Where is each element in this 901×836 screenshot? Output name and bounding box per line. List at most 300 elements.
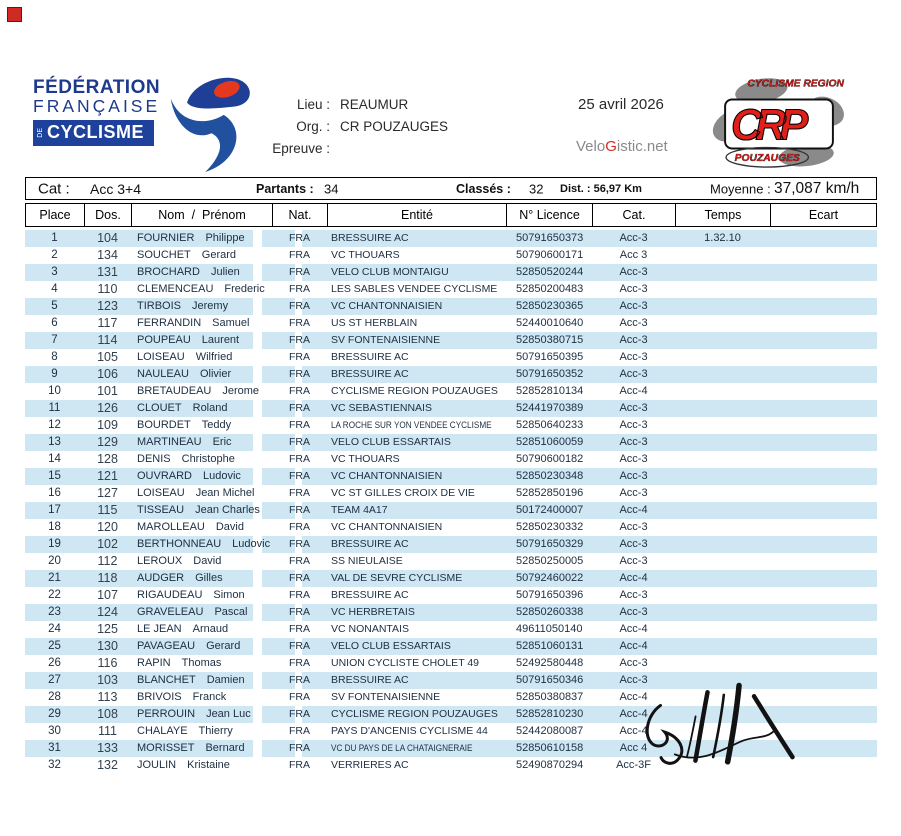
cell-licence: 50791650346: [516, 674, 584, 686]
watermark-part3: istic.net: [616, 138, 668, 155]
cell-place: 16: [48, 487, 61, 499]
cell-dossard: 116: [97, 656, 118, 670]
cell-time: [675, 298, 770, 315]
table-row: [25, 383, 877, 400]
cell-licence: 52850260338: [516, 606, 584, 618]
table-row: [25, 315, 877, 332]
cell-place: 4: [51, 283, 58, 295]
cell-nationality: FRA: [289, 572, 310, 584]
cell-licence: 52490870294: [516, 759, 584, 771]
cell-gap: [770, 638, 877, 655]
cell-place: 11: [48, 402, 61, 414]
cell-licence: 52850230332: [516, 521, 584, 533]
cell-name: LE JEAN Arnaud: [137, 623, 229, 635]
table-row: [25, 264, 877, 281]
ffc-logo-de: DE: [37, 127, 44, 138]
column-header: Entité: [327, 203, 506, 227]
cell-place: 2: [51, 249, 58, 261]
cell-category: Acc-4: [619, 640, 648, 652]
cell-dossard: 110: [97, 282, 118, 296]
cell-gap: [770, 298, 877, 315]
cell-place: 30: [48, 725, 61, 737]
cell-nationality: FRA: [289, 402, 310, 414]
cell-licence: 50791650396: [516, 589, 584, 601]
cell-place: 18: [48, 521, 61, 533]
table-row: [25, 298, 877, 315]
cell-place: 15: [48, 470, 61, 482]
cell-name: AUDGER Gilles: [137, 572, 223, 584]
cell-time: [675, 434, 770, 451]
cell-club: CYCLISME REGION POUZAUGES: [331, 385, 498, 397]
cell-gap: [770, 502, 877, 519]
cell-gap: [770, 315, 877, 332]
cell-category: Acc-3: [619, 470, 648, 482]
cell-place: 13: [48, 436, 61, 448]
lieu-row: [262, 94, 448, 116]
cell-name: JOULIN Kristaine: [137, 759, 230, 771]
cell-club: VELO CLUB MONTAIGU: [331, 266, 449, 278]
cell-place: 9: [51, 368, 58, 380]
cell-place: 8: [51, 351, 58, 363]
table-row: [25, 230, 877, 247]
cell-category: Acc-3: [619, 521, 648, 533]
cell-licence: 50791650395: [516, 351, 584, 363]
cell-licence: 50172400007: [516, 504, 584, 516]
table-row: [25, 519, 877, 536]
cell-category: Acc-3: [619, 300, 648, 312]
table-row: [25, 434, 877, 451]
cell-club: VELO CLUB ESSARTAIS: [331, 436, 451, 448]
cell-time: [675, 383, 770, 400]
cell-club: VC DU PAYS DE LA CHATAIGNERAIE: [331, 743, 473, 754]
cell-licence: 50791650329: [516, 538, 584, 550]
cell-dossard: 126: [97, 401, 118, 415]
lieu-label: Lieu :: [296, 97, 330, 112]
cell-category: Acc-3: [619, 436, 648, 448]
crp-logo: [710, 74, 848, 172]
cell-place: 1: [51, 232, 58, 244]
cell-club: VC SEBASTIENNAIS: [331, 402, 432, 414]
cell-category: Acc-3: [619, 674, 648, 686]
cell-category: Acc-4: [619, 725, 648, 737]
cell-nationality: FRA: [289, 334, 310, 346]
cell-nationality: FRA: [289, 453, 310, 465]
signature: [629, 676, 819, 787]
cell-category: Acc-3: [619, 368, 648, 380]
cell-licence: 50791650373: [516, 232, 584, 244]
cell-name: FOURNIER Philippe: [137, 232, 245, 244]
cell-club: VAL DE SEVRE CYCLISME: [331, 572, 463, 584]
cell-club: VC HERBRETAIS: [331, 606, 415, 618]
cell-licence: 52852810134: [516, 385, 584, 397]
cell-gap: [770, 587, 877, 604]
cell-club: LA ROCHE SUR YON VENDEE CYCLISME: [331, 420, 492, 431]
table-row: [25, 604, 877, 621]
cell-time: [675, 366, 770, 383]
column-header: Temps: [675, 203, 770, 227]
cell-name: TISSEAU Jean Charles: [137, 504, 260, 516]
cell-name: TIRBOIS Jeremy: [137, 300, 229, 312]
cell-dossard: 132: [97, 758, 118, 772]
cell-club: SV FONTENAISIENNE: [331, 334, 441, 346]
cell-gap: [770, 281, 877, 298]
cell-name: LEROUX David: [137, 555, 222, 567]
cell-category: Acc-3F: [616, 759, 651, 771]
table-row: [25, 451, 877, 468]
classes-label: Classés :: [456, 181, 511, 196]
cell-nationality: FRA: [289, 283, 310, 295]
cell-licence: 50791650352: [516, 368, 584, 380]
cell-name: LOISEAU Jean Michel: [137, 487, 255, 499]
cell-place: 10: [48, 385, 61, 397]
column-header: Nom / Prénom: [131, 203, 272, 227]
table-row: [25, 655, 877, 672]
summary-bar: [25, 177, 877, 200]
cell-licence: 52850640233: [516, 419, 584, 431]
cell-dossard: 111: [97, 724, 117, 738]
cell-time: [675, 502, 770, 519]
cell-licence: 52850380715: [516, 334, 584, 346]
cell-time: [675, 621, 770, 638]
ffc-logo-banner: [33, 120, 154, 146]
cell-place: 28: [48, 691, 61, 703]
cell-gap: [770, 417, 877, 434]
cell-club: VC CHANTONNAISIEN: [331, 300, 443, 312]
epreuve-label: Epreuve :: [272, 141, 330, 156]
cell-place: 19: [48, 538, 61, 550]
crp-logo-top-text: CYCLISME REGION: [747, 78, 844, 90]
ffc-swoosh-icon: [161, 72, 261, 174]
cat-value: Acc 3+4: [90, 180, 141, 197]
cell-club: VELO CLUB ESSARTAIS: [331, 640, 451, 652]
cell-dossard: 127: [97, 486, 118, 500]
column-header: Nat.: [272, 203, 327, 227]
cell-licence: 52852810230: [516, 708, 584, 720]
cell-place: 27: [48, 674, 61, 686]
cell-name: POUPEAU Laurent: [137, 334, 240, 346]
cell-nationality: FRA: [289, 419, 310, 431]
ffc-logo: [33, 78, 233, 170]
classes-value: 32: [529, 181, 544, 196]
cell-dossard: 129: [97, 435, 118, 449]
cell-gap: [770, 349, 877, 366]
cell-place: 32: [48, 759, 61, 771]
table-row: [25, 502, 877, 519]
cell-club: CYCLISME REGION POUZAUGES: [331, 708, 498, 720]
table-row: [25, 638, 877, 655]
cell-name: RIGAUDEAU Simon: [137, 589, 245, 601]
cell-time: [675, 485, 770, 502]
cell-time: [675, 587, 770, 604]
cell-nationality: FRA: [289, 266, 310, 278]
table-row: [25, 417, 877, 434]
cell-nationality: FRA: [289, 504, 310, 516]
cell-time: [675, 247, 770, 264]
watermark-part2: G: [605, 138, 617, 155]
cell-name: PERROUIN Jean Luc: [137, 708, 251, 720]
cell-time: [675, 400, 770, 417]
cell-category: Acc-3: [619, 589, 648, 601]
cell-nationality: FRA: [289, 640, 310, 652]
cell-nationality: FRA: [289, 521, 310, 533]
cell-club: VC CHANTONNAISIEN: [331, 470, 443, 482]
cell-dossard: 115: [97, 503, 118, 517]
cell-nationality: FRA: [289, 759, 310, 771]
cell-category: Acc-3: [619, 606, 648, 618]
cell-name: BLANCHET Damien: [137, 674, 245, 686]
cell-gap: [770, 332, 877, 349]
org-row: [262, 116, 448, 138]
cell-place: 5: [51, 300, 58, 312]
cell-gap: [770, 468, 877, 485]
cell-club: VC THOUARS: [331, 249, 400, 261]
cell-dossard: 133: [97, 741, 118, 755]
cell-nationality: FRA: [289, 606, 310, 618]
cell-licence: 50790600171: [516, 249, 584, 261]
red-square-marker-icon: [7, 7, 22, 22]
cell-licence: 50792460022: [516, 572, 584, 584]
cell-club: VC NONANTAIS: [331, 623, 409, 635]
cell-time: [675, 451, 770, 468]
cell-name: NAULEAU Olivier: [137, 368, 232, 380]
cell-time: [675, 519, 770, 536]
table-header-row: [25, 203, 877, 227]
cell-category: Acc 4: [619, 742, 648, 754]
cat-label: Cat :: [38, 180, 70, 197]
table-row: [25, 349, 877, 366]
cell-nationality: FRA: [289, 538, 310, 550]
cell-category: Acc-4: [619, 385, 648, 397]
cell-category: Acc-4: [619, 691, 648, 703]
cell-gap: [770, 536, 877, 553]
cell-place: 25: [48, 640, 61, 652]
table-row: [25, 366, 877, 383]
cell-dossard: 112: [97, 554, 118, 568]
cell-name: FERRANDIN Samuel: [137, 317, 250, 329]
cell-name: RAPIN Thomas: [137, 657, 222, 669]
cell-place: 7: [51, 334, 58, 346]
cell-dossard: 118: [97, 571, 118, 585]
cell-gap: [770, 519, 877, 536]
cell-licence: 52492580448: [516, 657, 584, 669]
cell-name: DENIS Christophe: [137, 453, 235, 465]
cell-dossard: 103: [97, 673, 118, 687]
cell-gap: [770, 247, 877, 264]
cell-dossard: 106: [97, 367, 118, 381]
cell-nationality: FRA: [289, 385, 310, 397]
cell-place: 29: [48, 708, 61, 720]
cell-place: 6: [51, 317, 58, 329]
cell-time: 1.32.10: [704, 232, 741, 244]
event-info: [262, 94, 448, 160]
cell-nationality: FRA: [289, 232, 310, 244]
cell-nationality: FRA: [289, 249, 310, 261]
watermark-part1: Velo: [576, 138, 606, 155]
cell-licence: 52850610158: [516, 742, 584, 754]
cell-gap: [770, 400, 877, 417]
cell-dossard: 120: [97, 520, 118, 534]
cell-nationality: FRA: [289, 436, 310, 448]
table-row: [25, 621, 877, 638]
cell-time: [675, 655, 770, 672]
column-header: N° Licence: [506, 203, 592, 227]
table-row: [25, 570, 877, 587]
cell-time: [675, 315, 770, 332]
cell-licence: 52852850196: [516, 487, 584, 499]
cell-time: [675, 536, 770, 553]
cell-dossard: 109: [97, 418, 118, 432]
crp-logo-mid-text: CRP: [730, 101, 802, 150]
cell-name: OUVRARD Ludovic: [137, 470, 241, 482]
distance-value: Dist. : 56,97 Km: [560, 182, 642, 195]
cell-time: [675, 281, 770, 298]
cell-name: MARTINEAU Eric: [137, 436, 232, 448]
cell-dossard: 117: [97, 316, 118, 330]
cell-nationality: FRA: [289, 351, 310, 363]
cell-dossard: 123: [97, 299, 118, 313]
table-row: [25, 247, 877, 264]
cell-gap: [770, 570, 877, 587]
cell-nationality: FRA: [289, 657, 310, 669]
cell-nationality: FRA: [289, 708, 310, 720]
cell-name: CLEMENCEAU Frederic: [137, 283, 265, 295]
cell-dossard: 124: [97, 605, 118, 619]
cell-dossard: 107: [97, 588, 118, 602]
cell-gap: [770, 604, 877, 621]
cell-time: [675, 264, 770, 281]
column-header: Dos.: [84, 203, 131, 227]
cell-licence: 52851060131: [516, 640, 584, 652]
cell-nationality: FRA: [289, 589, 310, 601]
cell-gap: [770, 383, 877, 400]
cell-nationality: FRA: [289, 555, 310, 567]
cell-licence: 52850380837: [516, 691, 584, 703]
cell-category: Acc-3: [619, 232, 648, 244]
event-date: 25 avril 2026: [578, 96, 664, 113]
column-header: Cat.: [592, 203, 675, 227]
cell-gap: [770, 230, 877, 247]
ffc-logo-cyclisme: CYCLISME: [47, 122, 145, 142]
cell-dossard: 134: [97, 248, 118, 262]
cell-club: SS NIEULAISE: [331, 555, 403, 567]
cell-club: BRESSUIRE AC: [331, 674, 409, 686]
cell-place: 17: [48, 504, 61, 516]
cell-category: Acc-3: [619, 487, 648, 499]
cell-category: Acc-3: [619, 538, 648, 550]
partants-label: Partants :: [256, 181, 314, 196]
cell-name: MORISSET Bernard: [137, 742, 245, 754]
cell-gap: [770, 434, 877, 451]
cell-nationality: FRA: [289, 300, 310, 312]
cell-club: VC ST GILLES CROIX DE VIE: [331, 487, 475, 499]
cell-gap: [770, 553, 877, 570]
cell-time: [675, 553, 770, 570]
cell-category: Acc-3: [619, 351, 648, 363]
cell-club: BRESSUIRE AC: [331, 232, 409, 244]
org-value: CR POUZAUGES: [340, 119, 449, 134]
cell-time: [675, 638, 770, 655]
cell-gap: [770, 655, 877, 672]
partants-value: 34: [324, 181, 339, 196]
cell-licence: 52440010640: [516, 317, 584, 329]
cell-place: 26: [48, 657, 61, 669]
epreuve-row: [262, 138, 448, 160]
cell-time: [675, 570, 770, 587]
cell-licence: 49611050140: [516, 623, 583, 635]
table-row: [25, 536, 877, 553]
cell-place: 14: [48, 453, 61, 465]
cell-club: BRESSUIRE AC: [331, 589, 409, 601]
cell-dossard: 104: [97, 231, 118, 245]
cell-licence: 52851060059: [516, 436, 584, 448]
cell-name: SOUCHET Gerard: [137, 249, 237, 261]
cell-club: UNION CYCLISTE CHOLET 49: [331, 657, 480, 669]
cell-dossard: 131: [97, 265, 118, 279]
velogistic-watermark: [576, 138, 668, 155]
org-label: Org. :: [296, 119, 330, 134]
cell-nationality: FRA: [289, 725, 310, 737]
cell-place: 21: [48, 572, 61, 584]
cell-gap: [770, 621, 877, 638]
cell-licence: 52850200483: [516, 283, 584, 295]
lieu-value: REAUMUR: [340, 97, 409, 112]
cell-category: Acc-3: [619, 317, 648, 329]
cell-dossard: 108: [97, 707, 118, 721]
cell-club: BRESSUIRE AC: [331, 538, 409, 550]
cell-nationality: FRA: [289, 487, 310, 499]
cell-category: Acc-3: [619, 555, 648, 567]
cell-category: Acc-3: [619, 453, 648, 465]
cell-name: LOISEAU Wilfried: [137, 351, 233, 363]
cell-licence: 52850520244: [516, 266, 584, 278]
cell-category: Acc-4: [619, 623, 648, 635]
cell-club: BRESSUIRE AC: [331, 351, 409, 363]
cell-category: Acc-3: [619, 657, 648, 669]
cell-dossard: 128: [97, 452, 118, 466]
cell-nationality: FRA: [289, 623, 310, 635]
cell-licence: 52850230365: [516, 300, 584, 312]
cell-dossard: 121: [97, 469, 118, 483]
cell-licence: 52441970389: [516, 402, 584, 414]
crp-logo-bottom-text: POUZAUGES: [734, 153, 800, 165]
cell-category: Acc-3: [619, 266, 648, 278]
cell-club: TEAM 4A17: [331, 504, 388, 516]
cell-nationality: FRA: [289, 691, 310, 703]
cell-dossard: 102: [97, 537, 118, 551]
cell-licence: 50790600182: [516, 453, 584, 465]
column-header: Ecart: [770, 203, 877, 227]
cell-place: 24: [48, 623, 61, 635]
cell-club: LES SABLES VENDEE CYCLISME: [331, 283, 498, 295]
cell-club: BRESSUIRE AC: [331, 368, 409, 380]
cell-category: Acc 3: [619, 249, 648, 261]
cell-category: Acc-3: [619, 334, 648, 346]
cell-dossard: 101: [97, 384, 118, 398]
cell-name: BRIVOIS Franck: [137, 691, 227, 703]
cell-nationality: FRA: [289, 674, 310, 686]
column-header: Place: [25, 203, 84, 227]
cell-dossard: 105: [97, 350, 118, 364]
cell-club: US ST HERBLAIN: [331, 317, 418, 329]
cell-licence: 52850230348: [516, 470, 584, 482]
cell-time: [675, 332, 770, 349]
cell-nationality: FRA: [289, 368, 310, 380]
cell-place: 23: [48, 606, 61, 618]
cell-nationality: FRA: [289, 470, 310, 482]
cell-dossard: 114: [97, 333, 118, 347]
cell-name: BROCHARD Julien: [137, 266, 240, 278]
cell-dossard: 125: [97, 622, 118, 636]
